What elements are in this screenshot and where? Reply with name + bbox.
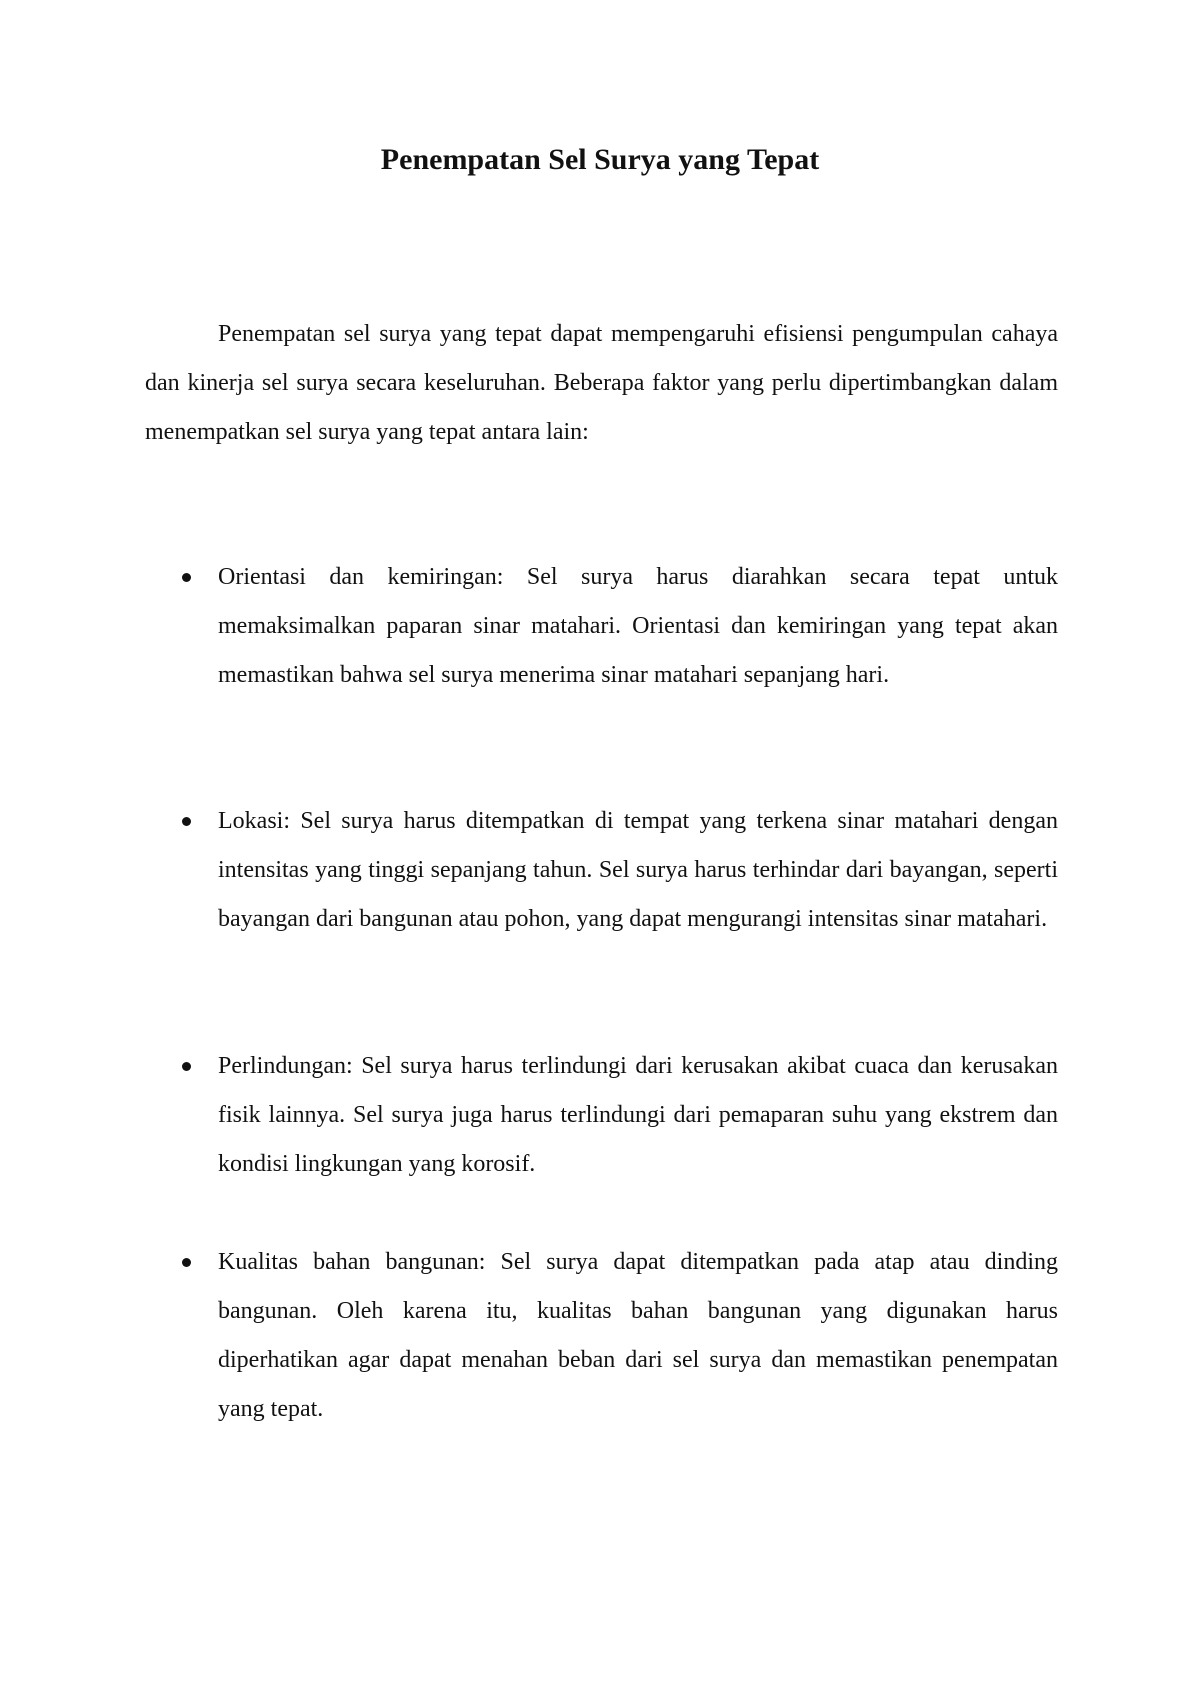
list-item-text: Lokasi: Sel surya harus ditempatkan di tempat yang terkena sinar matahari dengan intensitas yang tinggi sepanjang tahun. Sel surya harus terhindar dari bayangan, seperti bayangan dari bangunan atau pohon, yang dapat mengurangi intensitas sinar matahari.: [218, 808, 1058, 932]
bullet-icon: [182, 817, 191, 826]
list-item-text: Orientasi dan kemiringan: Sel surya harus diarahkan secara tepat untuk memaksimalkan paparan sinar matahari. Orientasi dan kemiringan yang tepat akan memastikan bahwa sel surya menerima sinar matahari sepanjang hari.: [218, 564, 1058, 688]
list-item: [218, 797, 1058, 944]
bullet-icon: [182, 573, 191, 582]
list-item-text: Perlindungan: Sel surya harus terlindungi dari kerusakan akibat cuaca dan kerusakan fisik lainnya. Sel surya juga harus terlindungi dari pemaparan suhu yang ekstrem dan kondisi lingkungan yang korosif.: [218, 1053, 1058, 1177]
intro-paragraph: Penempatan sel surya yang tepat dapat mempengaruhi efisiensi pengumpulan cahaya dan kinerja sel surya secara keseluruhan. Beberapa faktor yang perlu dipertimbangkan dalam menempatkan sel surya yang tepat antara lain:: [145, 321, 1058, 445]
list-item: [218, 553, 1058, 700]
list-item: [218, 1042, 1058, 1189]
list-item-text: Kualitas bahan bangunan: Sel surya dapat ditempatkan pada atap atau dinding bangunan. Oleh karena itu, kualitas bahan bangunan yang digunakan harus diperhatikan agar dapat menahan beban dari sel surya dan memastikan penempatan yang tepat.: [218, 1249, 1058, 1422]
list-item: [218, 1238, 1058, 1434]
bullet-icon: [182, 1062, 191, 1071]
bullet-icon: [182, 1258, 191, 1267]
document-title: Penempatan Sel Surya yang Tepat: [380, 143, 820, 176]
